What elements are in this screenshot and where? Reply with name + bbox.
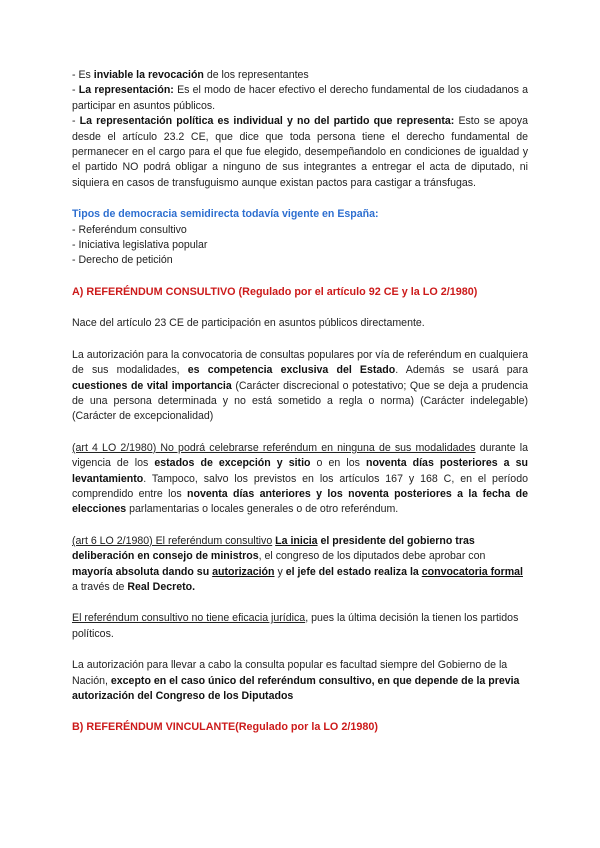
bullet-representacion-individual: - La representación política es individual y no del partido que representa: Esto se apoya desde el artículo 23.2 CE, que dice que toda persona tiene el derecho fundamental de permanecer en el cargo para el que fue elegido, desempeñandolo en condiciones de igualdad y el partido NO podrá obligar a ninguno de sus integrantes a entregar el acta de diputado, ni siquiera en casos de transfuguismo aunque existan pactos para castigar a tránsfugas.: [72, 115, 528, 189]
tipos-heading: Tipos de democracia semidirecta todavía vigente en España:: [72, 208, 379, 221]
section-a-p6: La autorización para llevar a cabo la consulta popular es facultad siempre del Gobierno de la Nación, excepto en el caso único del referéndum consultivo, en que depende de la previa autorización del Congreso de los Diputados: [72, 659, 520, 702]
bullet-revocacion: - Es inviable la revocación de los representantes: [72, 69, 309, 81]
section-b-title: B) REFERÉNDUM VINCULANTE(Regulado por la LO 2/1980): [72, 721, 378, 734]
bullet-representacion: - La representación: Es el modo de hacer efectivo el derecho fundamental de los ciudadanos a participar en asuntos públicos.: [72, 84, 528, 112]
section-a-p3: (art 4 LO 2/1980) No podrá celebrarse referéndum en ninguna de sus modalidades durante la vigencia de los estados de excepción y sitio o en los noventa días posteriores a su levantamiento. Tampoco, salvo los previstos en los artículos 167 y 168 C, en el período comprendido entre los noventa días anteriores y los noventa posteriores a la fecha de elecciones parlamentarias o locales generales o de otro referéndum.: [72, 441, 529, 516]
section-a-p1: Nace del artículo 23 CE de participación en asuntos públicos directamente.: [72, 317, 425, 330]
tipos-item: - Derecho de petición: [72, 254, 173, 267]
section-a-p4: (art 6 LO 2/1980) El referéndum consultivo La inicia el presidente del gobierno tras deliberación en consejo de ministros, el congreso de los diputados debe aprobar con mayoría absoluta dando su autorización y el jefe del estado realiza la convocatoria formal a través de Real Decreto.: [72, 534, 523, 593]
section-a-title: A) REFERÉNDUM CONSULTIVO (Regulado por el artículo 92 CE y la LO 2/1980): [72, 285, 478, 298]
document-page: [72, 68, 528, 736]
section-a-p2: La autorización para la convocatoria de consultas populares por vía de referéndum en cualquiera de sus modalidades, es competencia exclusiva del Estado. Además se usará para cuestiones de vital importancia (Carácter discrecional o potestativo; Que se deja a prudencia de una persona determinada y no está sometido a regla o norma) (Carácter indelegable) (Carácter de excepcionalidad): [72, 348, 529, 423]
tipos-item: - Iniciativa legislativa popular: [72, 239, 208, 252]
section-a-p5: El referéndum consultivo no tiene eficacia jurídica, pues la última decisión la tienen los partidos políticos.: [72, 612, 519, 640]
tipos-item: - Referéndum consultivo: [72, 223, 187, 236]
